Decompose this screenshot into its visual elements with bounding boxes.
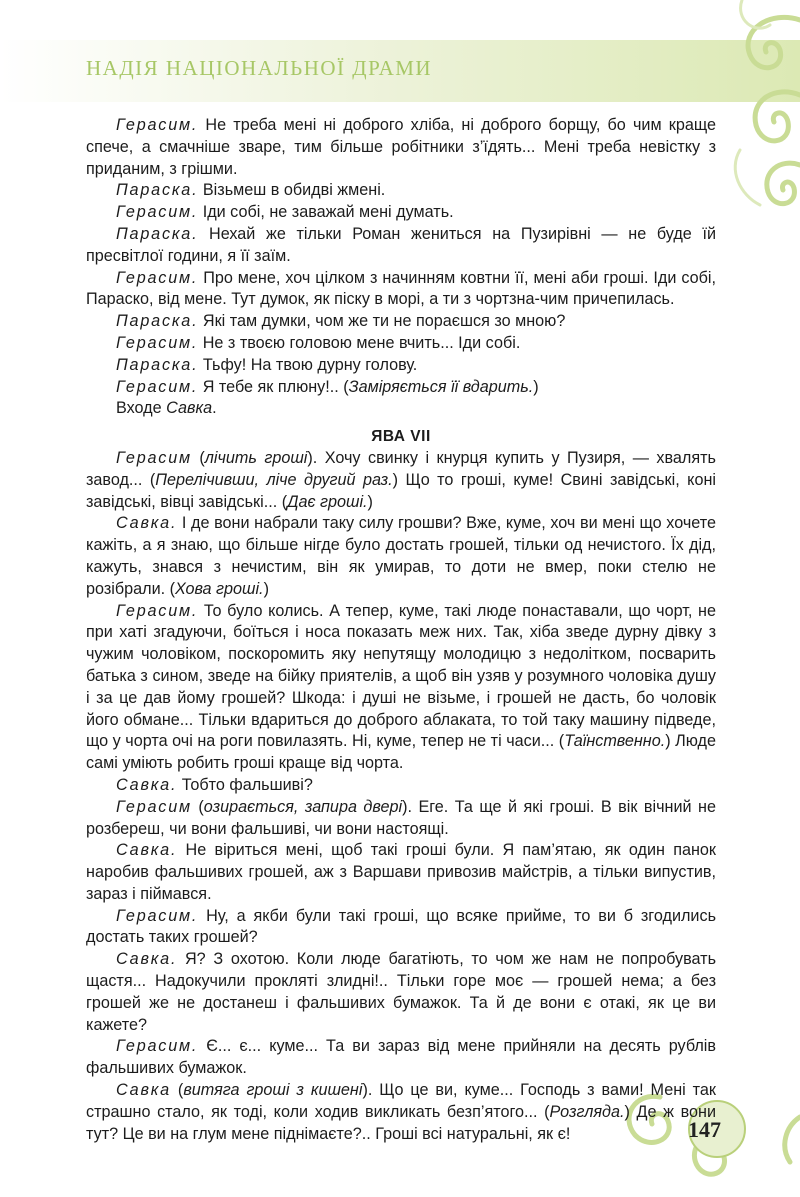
speaker-name: Герасим [116, 797, 192, 816]
dialogue-line: Герасим (лічить гроші). Хочу свинку і кнурця купить у Пузиря, — хвалять завод... (Перелічивши, ліче другий раз.) Що то гроші, куме! Свині завідські, коні завідські, вівці завідські... (Дає гроші.) [86, 448, 716, 511]
dialogue-line: Параска. Візьмеш в обидві жмені. [116, 181, 386, 200]
speaker-name: Параска. [116, 355, 199, 374]
stage-direction: Дає гроші. [287, 492, 368, 511]
dialogue-line: Герасим. То було колись. А тепер, куме, такі люде понаставали, що чорт, не при хаті згадуючи, боїться і носа показать меж них. Так, хіба зведе дурну дівку з чужим чоловіком, поскоромить яку непутящу молодицю з недолітком, посварить батька з сином, зведе на бійку приятелів, а щоб він узяв у розумного чоловіка душу і за це дав йому грошей? Шкода: і душі не візьме, і грошей не дасть, бо чоловік його обмане... Тільки вдариться до доброго аблаката, то той таку машину підведе, що у чорта очі на роги повилазять. Ні, куме, тепер не ті часи... (Таїнственно.) Люде самі уміють робить гроші краще від чорта. [86, 601, 716, 773]
speaker-name: Параска. [116, 312, 199, 331]
dialogue-line: Савка. Я? З охотою. Коли люде багатіють, то чом же нам не попробувать щастя... Надокучили прокляті злидні!.. Тільки горе моє — грошей нема; а без грошей же не достанеш і фальшивих бумажок. Та й де вони є отакі, як це ви кажете? [86, 950, 716, 1034]
dialogue-line: Герасим. Про мене, хоч цілком з начинням ковтни її, мені аби гроші. Іди собі, Параско, від мене. Тут думок, як піску в морі, а ти з чортзна-чим причепилась. [86, 268, 717, 309]
speaker-name: Герасим. [116, 333, 199, 352]
speaker-name: Савка. [116, 841, 178, 860]
stage-direction: Таїнственно. [564, 732, 666, 751]
stage-direction: витяга гроші з кишені [183, 1081, 363, 1100]
dialogue-line: Савка. Тобто фальшиві? [116, 775, 313, 794]
stage-direction: Заміряється її вдарить. [348, 377, 534, 396]
stage-line: Входе Савка. [116, 399, 217, 418]
page-number: 147 [688, 1117, 721, 1142]
dialogue-line: Герасим. Іди собі, не заважай мені думать. [116, 203, 454, 222]
speaker-name: Савка [116, 1081, 171, 1100]
speaker-name: Герасим. [116, 268, 199, 287]
scene-title: ЯВА VII [371, 428, 431, 446]
dialogue-line: Герасим. Є... є... куме... Та ви зараз від мене прийняли на десять рублів фальшивих бумажок. [86, 1037, 717, 1078]
running-title: НАДІЯ НАЦІОНАЛЬНОЇ ДРАМИ [86, 56, 433, 80]
speaker-name: Параска. [116, 181, 199, 200]
stage-direction: Розгляда. [549, 1102, 625, 1121]
dialogue-line: Савка (витяга гроші з кишені). Що це ви, куме... Господь з вами! Мені так страшно стало, як тоді, коли ходив викликать безп’ятого... (Розгляда.) Де ж вони тут? Це ви на глум мене піднімаєте?.. Гроші всі натуральні, як є! [86, 1081, 716, 1143]
dialogue-line: Параска. Тьфу! На твою дурну голову. [116, 355, 418, 374]
dialogue-line: Герасим. Не з твоєю головою мене вчить... Іди собі. [116, 333, 521, 352]
stage-direction: озирається, запира двері [203, 797, 403, 816]
dialogue-line: Параска. Які там думки, чом же ти не пораєшся зо мною? [116, 312, 566, 331]
speaker-name: Герасим [116, 448, 192, 467]
play-text [86, 115, 716, 1145]
character-name: Савка [166, 399, 213, 418]
stage-direction: Перелічивши, ліче другий раз. [155, 470, 393, 489]
dialogue-line: Параска. Нехай же тільки Роман жениться на Пузирівні — не буде їй пресвітлої години, я її заїм. [86, 224, 717, 265]
dialogue-line: Герасим. Ну, а якби були такі гроші, що всяке прийме, то ви б згодились достать таких грошей? [86, 906, 716, 947]
speaker-name: Савка. [116, 514, 178, 533]
speaker-name: Герасим. [116, 1037, 199, 1056]
dialogue-line: Герасим. Я тебе як плюну!.. (Заміряється її вдарить.) [116, 377, 539, 396]
speaker-name: Герасим. [116, 377, 199, 396]
dialogue-line: Герасим. Не треба мені ні доброго хліба, ні доброго борщу, бо чим краще спече, а смачніше зваре, тим більше робітники з’їдять... Мені треба невістку з приданим, з грішми. [86, 116, 717, 178]
speaker-name: Савка. [116, 950, 178, 969]
dialogue-line: Савка. Не віриться мені, щоб такі гроші були. Я пам’ятаю, як один панок наробив фальшивих грошей, аж з Варшави привозив майстрів, а тільки випустив, зараз і піймався. [86, 841, 716, 903]
speaker-name: Герасим. [116, 601, 199, 620]
speaker-name: Герасим. [116, 116, 199, 134]
dialogue-line: Савка. І де вони набрали таку силу грошви? Вже, куме, хоч ви мені що хочете кажіть, а я знаю, що більше нігде було достать грошей, тільки од нечистого. Їх дід, кажуть, знався з нечистим, він як умирав, то доти не вмер, поки стелю не розібрали. (Хова гроші.) [86, 514, 716, 598]
dialogue-line: Герасим (озирається, запира двері). Еге. Та ще й які гроші. В вік вічний не розбереш, чи вони фальшиві, чи вони настоящі. [86, 797, 716, 838]
speaker-name: Параска. [116, 224, 199, 243]
speaker-name: Савка. [116, 775, 178, 794]
speaker-name: Герасим. [116, 906, 199, 925]
speaker-name: Герасим. [116, 203, 199, 222]
stage-direction: Хова гроші. [175, 579, 264, 598]
stage-direction: лічить гроші [204, 448, 308, 467]
